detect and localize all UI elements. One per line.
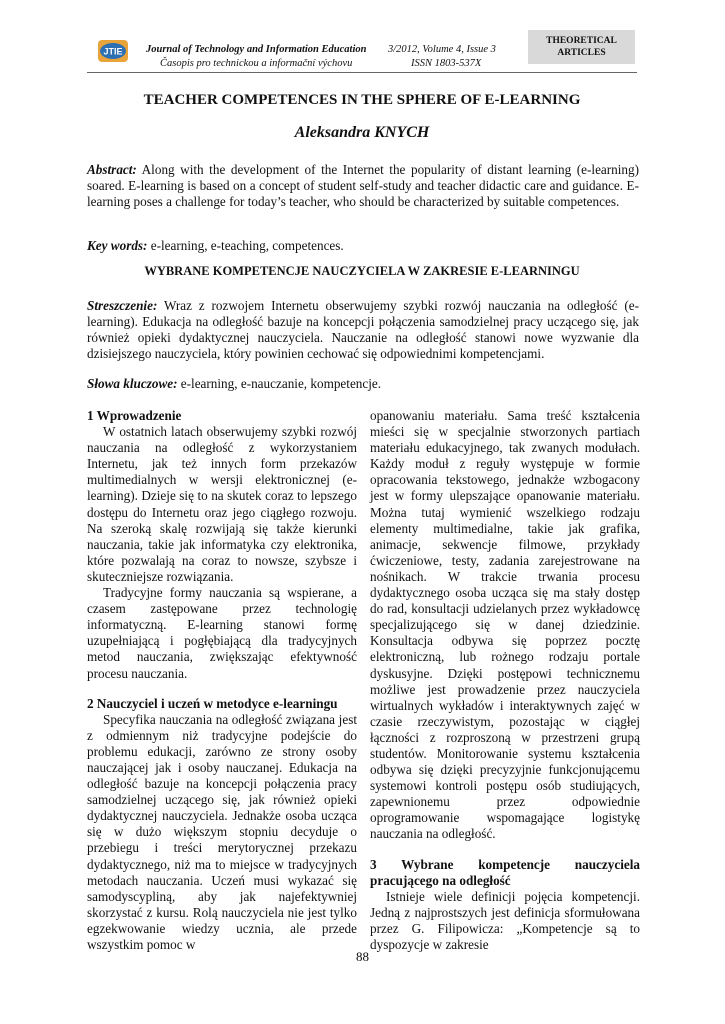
issn: ISSN 1803-537X bbox=[411, 58, 482, 69]
section-3-heading: 3 Wybrane kompetencje nauczyciela pracującego na odległość bbox=[370, 856, 640, 888]
section-3-paragraph-1: Istnieje wiele definicji pojęcia kompetencji. Jedną z najprostszych jest definicja sformułowana przez G. Filipowicza: „Kompetencje są to dyspozycje w zakresie bbox=[370, 888, 640, 952]
left-column bbox=[87, 408, 357, 953]
abstract bbox=[87, 162, 639, 210]
section-2-paragraph-1-continued: opanowaniu materiału. Sama treść kształcenia mieści się w specjalnie stworzonych partiach materiału edukacyjnego, tak zwanych modułach. Każdy moduł z reguły występuje w formie opracowania tekstowego, jednakże wzbogacony jest w formy ulepszające opanowanie materiału. Można tutaj wymienić wszelkiego rodzaju elementy multimedialne, takie jak grafika, animacje, sekwencje filmowe, przykłady ćwiczeniowe, testy, zadania zarejestrowane na nośnikach. W trakcie trwania procesu dydaktycznego osoba ucząca się ma stały dostęp do rad, konsultacji udzielanych przez wykładowcę specjalizującego się w danej dziedzinie. Konsultacja odbywa się poprzez pocztę elektroniczną, lub rożnego rodzaju portale dyskusyjne. Dzięki postępowi technicznemu możliwe jest prowadzenie przez nauczyciela wirtualnych wykładów i interaktywnych zajęć w czasie rzeczywistym, pozostając w ciągłej łączności z rozproszoną w przestrzeni grupą studentów. Monitorowanie systemu kształcenia odbywa się dzięki precyzyjnie funkcjonującemu systemowi kontroli postępu osób studiujących, zapewnionemu przez odpowiednie oprogramowanie wspomagające logistykę nauczania na odległość. bbox=[370, 408, 640, 842]
section-2-paragraph-1: Specyfika nauczania na odległość związana jest z odmiennym niż tradycyjne podejście do problemu edukacji, zarówno ze strony osoby nauczającej jak i osoby nauczanej. Edukacja na odległość bazuje na koncepcji połączenia pracy samodzielnej uczącego się, jak również opieki dydaktycznej nauczyciela. Jednakże osoba ucząca się w dużo większym stopniu decyduje o przebiegu i treści merytorycznej przekazu dydaktycznego, niż ma to miejsce w tradycyjnych metodach nauczania. Uczeń musi wykazać się samodyscypliną, aby jak najefektywniej skorzystać z kursu. Rolą nauczyciela nie jest tylko egzekwowanie wiedzy ucznia, ale przede wszystkim pomoc w bbox=[87, 711, 357, 952]
issue-info: 3/2012, Volume 4, Issue 3 bbox=[388, 44, 496, 55]
journal-title-cz: Časopis pro technickou a informační výchovu bbox=[160, 58, 353, 69]
polish-abstract-text: Wraz z rozwojem Internetu obserwujemy szybki rozwój nauczania na odległość (e-learning). Edukacja na odległość bazuje na koncepcji połączenia samodzielnej pracy uczącego się, jak również opieki dydaktycznej nauczyciela. Nauczanie na odległość stanowi nowe wyzwanie dla dzisiejszego nauczyciela, który powinien cechować się odpowiednimi kompetencjami. bbox=[87, 298, 639, 361]
section-1-heading: 1 Wprowadzenie bbox=[87, 408, 182, 423]
section-gap bbox=[87, 682, 357, 696]
journal-logo bbox=[98, 40, 128, 62]
article-author: Aleksandra KNYCH bbox=[294, 124, 430, 141]
polish-keywords-text: e-learning, e-nauczanie, kompetencje. bbox=[177, 376, 382, 391]
article-title: TEACHER COMPETENCES IN THE SPHERE OF E-LEARNING bbox=[143, 92, 581, 108]
section-1-paragraph-1: W ostatnich latach obserwujemy szybki rozwój nauczania na odległość z wykorzystaniem Internetu, jak też innych form przekazów multimedialnych w wersji elektronicznej (e-learning). Dzieje się to na skutek coraz to lepszego dostępu do Internetu oraz jego ciągłego rozwoju. Na szeroką skalę rozwijają się także kierunki nauczania, takie jak informatyka czy elektronika, które pozwalają na coraz to nowsze, szybsze i skuteczniejsze rozwiązania. bbox=[87, 424, 357, 584]
polish-keywords-label: Słowa kluczowe: bbox=[87, 376, 178, 391]
polish-abstract bbox=[87, 298, 639, 362]
section-2-heading: 2 Nauczyciel i uczeń w metodyce e-learningu bbox=[87, 695, 338, 711]
header-divider bbox=[87, 72, 637, 73]
right-column bbox=[370, 408, 640, 953]
section-label-line2: ARTICLES bbox=[557, 48, 606, 58]
polish-title: WYBRANE KOMPETENCJE NAUCZYCIELA W ZAKRESIE E-LEARNINGU bbox=[144, 264, 580, 278]
keywords-text: e-learning, e-teaching, competences. bbox=[147, 238, 344, 253]
logo-text: JTIE bbox=[103, 46, 123, 57]
keywords bbox=[87, 238, 639, 254]
keywords-label: Key words: bbox=[87, 238, 148, 253]
section-1-paragraph-2: Tradycyjne formy nauczania są wspierane, a czasem zastępowane przez technologię informatyczną. E-learning stanowi formę uzupełniającą i pogłębiającą dla tradycyjnych metod nauczania, zwiększając efektywność procesu nauczania. bbox=[87, 585, 357, 681]
abstract-label: Abstract: bbox=[87, 162, 137, 177]
page-number: 88 bbox=[356, 949, 369, 964]
section-label-line1: THEORETICAL bbox=[546, 36, 617, 46]
section-label bbox=[528, 30, 635, 64]
polish-abstract-label: Streszczenie: bbox=[87, 298, 158, 313]
abstract-text: Along with the development of the Internet the popularity of distant learning (e-learning) soared. E-learning is based on a concept of student self-study and teacher didactic care and guidance. E-learning poses a challenge for today’s teacher, who should be characterized by suitable competences. bbox=[87, 162, 639, 209]
journal-title: Journal of Technology and Information Education bbox=[146, 44, 367, 55]
polish-keywords bbox=[87, 376, 639, 392]
section-gap bbox=[370, 843, 640, 857]
